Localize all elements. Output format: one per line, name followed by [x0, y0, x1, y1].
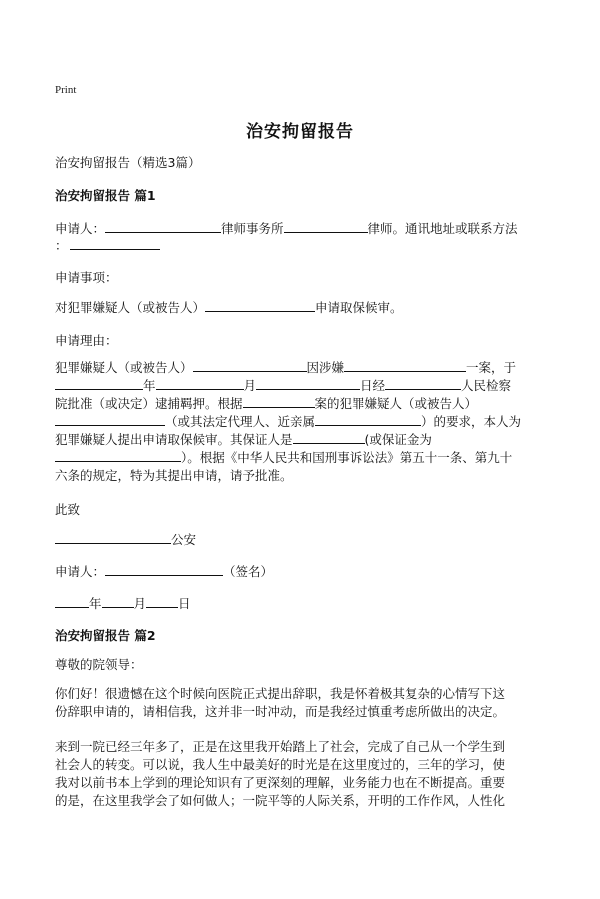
subtitle: 治安拘留报告（精选3篇） [55, 155, 201, 170]
paragraph-line: 来到一院已经三年多了，正是在这里我开始踏上了社会，完成了自己从一个学生到 [55, 739, 506, 754]
contact-line [55, 236, 160, 254]
paragraph-line: 的是，在这里我学会了如何做人；一院平等的人际关系，开明的工作作风，人性化 [55, 793, 506, 808]
print-label: Print [55, 84, 77, 96]
matter-line [55, 298, 403, 316]
law-firm-blank [284, 222, 368, 233]
reason-paragraph [55, 359, 545, 485]
applicant-blank [105, 222, 221, 233]
reason-row: （或其法定代理人、近亲属 ）的要求，本人为 [55, 413, 545, 431]
contact-colon: ： [55, 238, 68, 253]
matter-text-a: 对犯罪嫌疑人（或被告人） [55, 300, 206, 315]
reason-row: 犯罪嫌疑人（或被告人） 因涉嫌 一案，于 [55, 360, 517, 375]
reason-row: 六条的规定，特为其提出申请，请予批准。 [55, 468, 293, 483]
matter-text-b: 申请取保候审。 [315, 300, 403, 315]
paragraph-2 [55, 738, 545, 810]
paragraph-line: 你们好！很遗憾在这个时候向医院正式提出辞职，我是怀着极其复杂的心情写下这 [55, 686, 506, 701]
month-blank [102, 597, 134, 608]
signature-note: （签名） [223, 564, 274, 579]
applicant-line [55, 219, 518, 237]
police-blank [55, 533, 171, 544]
month-label: 月 [133, 596, 147, 611]
paragraph-1 [55, 685, 545, 721]
paragraph-line: 份辞职申请的，请相信我，这并非一时冲动，而是我经过慎重考虑所做出的决定。 [55, 704, 506, 719]
applicant-label: 申请人： [55, 221, 106, 236]
contact-blank [70, 239, 160, 250]
matter-label: 申请事项： [55, 270, 118, 285]
reason-row: 犯罪嫌疑人提出申请取保候审。其保证人是 (或保证金为 [55, 432, 432, 447]
reason-row: 院批准（或决定）逮捕羁押。根据 案的犯罪嫌疑人（或被告人） [55, 396, 478, 411]
greeting: 尊敬的院领导： [55, 657, 143, 672]
contact-label: 律师。通讯地址或联系方法 [367, 221, 518, 236]
day-label: 日 [178, 596, 191, 611]
section1-heading: 治安拘留报告 篇1 [55, 188, 156, 203]
section2-heading: 治安拘留报告 篇2 [55, 628, 156, 643]
signature-line [55, 562, 273, 580]
law-firm-label: 律师事务所 [221, 221, 284, 236]
suspect-blank [205, 301, 315, 312]
reason-row: 年 月 日经 人民检察 [55, 377, 545, 395]
signature-blank [105, 565, 223, 576]
paragraph-line: 社会人的转变。可以说，我人生中最美好的时光是在这里度过的，三年的学习，使 [55, 757, 506, 772]
paragraph-line: 我对以前书本上学到的理论知识有了更深刻的理解，业务能力也在不断提高。重要 [55, 775, 506, 790]
year-label: 年 [89, 596, 102, 611]
day-blank [146, 597, 178, 608]
police-line [55, 530, 196, 548]
year-blank [55, 597, 89, 608]
salutation: 此致 [55, 502, 81, 517]
police-label: 公安 [171, 532, 197, 547]
date-line [55, 594, 191, 612]
document-title: 治安拘留报告 [246, 122, 354, 142]
reason-label: 申请理由： [55, 333, 118, 348]
reason-row: ）。根据《中华人民共和国刑事诉讼法》第五十一条、第九十 [55, 449, 545, 467]
signature-label: 申请人： [55, 564, 106, 579]
